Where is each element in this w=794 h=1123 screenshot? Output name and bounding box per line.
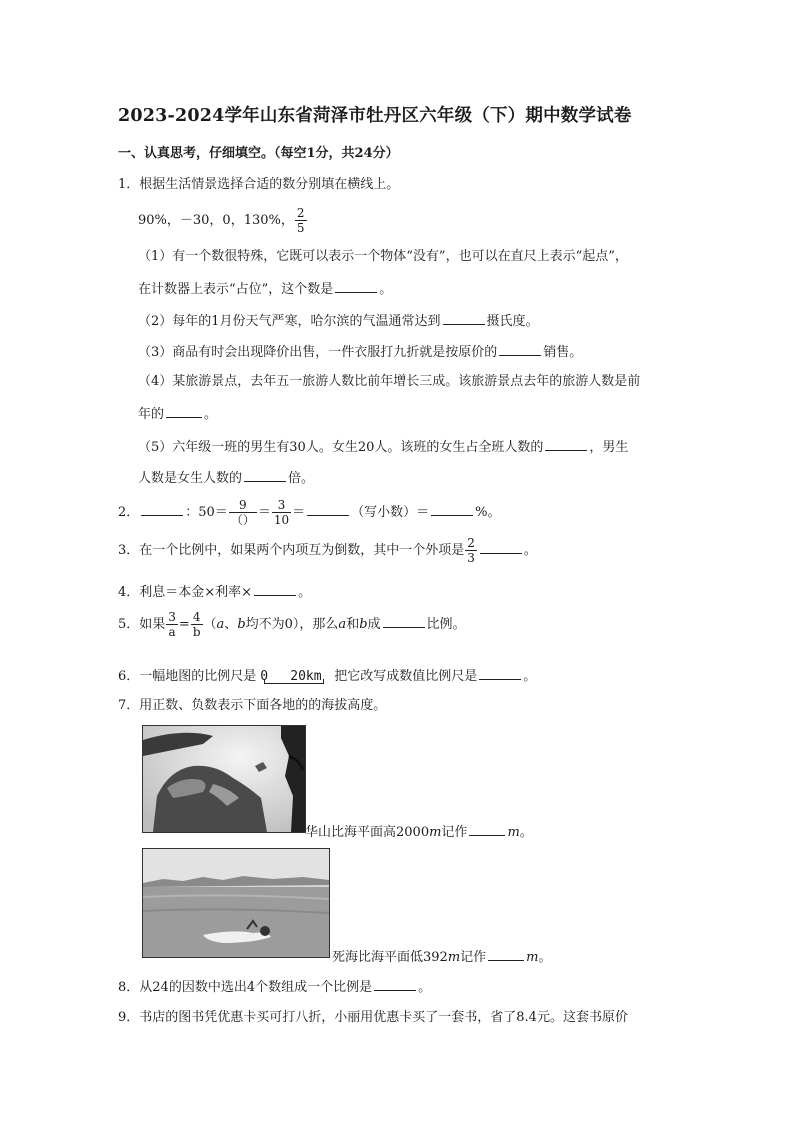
question-6 bbox=[118, 664, 536, 690]
q2-ratio: ：50＝ bbox=[185, 505, 228, 520]
answer-blank[interactable] bbox=[431, 502, 473, 516]
punct: 销售。 bbox=[543, 345, 583, 360]
sep: 、 bbox=[224, 617, 238, 632]
q1-part3 bbox=[138, 342, 582, 362]
q1-part5-text-2: 人数是女生人数的 bbox=[138, 471, 243, 486]
question-1-options bbox=[138, 206, 308, 235]
q1-part2-text: （2）每年的1月份天气严寒，哈尔滨的气温通常达到 bbox=[138, 314, 441, 329]
q1-part5-line2 bbox=[138, 468, 314, 488]
punct: 。 bbox=[379, 282, 393, 297]
fraction: $\frac{2}{5}$ bbox=[296, 206, 305, 235]
scale-20km: 20km bbox=[290, 668, 322, 684]
unit-m: m bbox=[447, 950, 461, 965]
answer-blank[interactable] bbox=[335, 279, 377, 293]
unit-m: m bbox=[526, 950, 539, 965]
punct: 。 bbox=[519, 825, 533, 840]
page-title: 2023-2024学年山东省菏泽市牡丹区六年级（下）期中数学试卷 bbox=[118, 106, 632, 126]
fraction: $\frac{3}{10}$ bbox=[273, 498, 290, 527]
section-heading: 一、认真思考，仔细填空。（每空1分，共24分） bbox=[118, 146, 399, 161]
q2-number: 2． bbox=[118, 505, 140, 520]
variable-a: a bbox=[338, 617, 347, 632]
fraction: $\frac{4}{b}$ bbox=[192, 610, 201, 639]
q1-part5-line1 bbox=[138, 437, 628, 457]
record-as: 记作 bbox=[441, 825, 468, 840]
q2-decimal-note: （写小数）＝ bbox=[351, 505, 430, 520]
question-9: 9．书店的图书凭优惠卡买可打八折，小丽用优惠卡买了一套书，省了8.4元。这套书原价 bbox=[118, 1010, 628, 1025]
q1-part3-text: （3）商品有时会出现降价出售，一件衣服打九折就是按原价的 bbox=[138, 345, 498, 360]
dead-sea-image bbox=[142, 848, 330, 958]
question-3 bbox=[118, 536, 537, 566]
punct: 倍。 bbox=[288, 471, 315, 486]
q3-text: 3．在一个比例中，如果两个内项互为倒数，其中一个外项是 bbox=[118, 543, 465, 558]
q1-part4-line1: （4）某旅游景点，去年五一旅游人数比前年增长三成。该旅游景点去年的旅游人数是前 bbox=[138, 374, 641, 389]
options-text: 90%，－30，0，130%， bbox=[138, 213, 294, 228]
variable-a: a bbox=[216, 617, 225, 632]
q7-deadsea-line bbox=[332, 947, 552, 967]
answer-blank[interactable] bbox=[166, 404, 202, 418]
q1-part1-line1: （1）有一个数很特殊，它既可以表示一个物体“没有”，也可以在直尺上表示“起点”， bbox=[138, 249, 628, 264]
answer-blank[interactable] bbox=[545, 437, 587, 451]
equals: ＝ bbox=[292, 505, 306, 520]
question-5 bbox=[118, 610, 466, 640]
answer-blank[interactable] bbox=[374, 977, 416, 991]
percent: %。 bbox=[475, 505, 501, 520]
unit-m: m bbox=[429, 825, 442, 840]
punct: 。 bbox=[418, 980, 432, 995]
deadsea-text: 死海比海平面低392 bbox=[332, 950, 448, 965]
variable-b: b bbox=[237, 617, 246, 632]
punct: 。 bbox=[523, 543, 537, 558]
answer-blank[interactable] bbox=[383, 614, 425, 628]
q5-text: 5．如果 bbox=[118, 617, 166, 632]
variable-b: b bbox=[359, 617, 368, 632]
fraction: $\frac{2}{3}$ bbox=[467, 536, 475, 565]
q4-text: 4．利息＝本金×利率× bbox=[118, 585, 253, 600]
question-2 bbox=[118, 498, 501, 528]
answer-blank[interactable] bbox=[254, 582, 296, 596]
answer-blank[interactable] bbox=[141, 502, 183, 516]
fraction: $\frac{3}{a}$ bbox=[168, 610, 176, 639]
q5-mid: 成 bbox=[367, 617, 381, 632]
punct: 摄氏度。 bbox=[486, 314, 539, 329]
q6-text: 6．一幅地图的比例尺是 bbox=[118, 669, 257, 684]
q5-end: 比例。 bbox=[426, 617, 466, 632]
punct: 。 bbox=[204, 407, 218, 422]
answer-blank[interactable] bbox=[479, 666, 521, 680]
punct: ，男生 bbox=[589, 440, 629, 455]
q1-part4-line2 bbox=[138, 404, 217, 424]
q6-mid: 把它改写成数值比例尺是 bbox=[334, 669, 478, 684]
and: 和 bbox=[346, 617, 360, 632]
unit-m: m bbox=[507, 825, 520, 840]
answer-blank[interactable] bbox=[499, 342, 541, 356]
q5-condition: 均不为0），那么 bbox=[245, 617, 339, 632]
q7-huashan-line bbox=[305, 822, 533, 842]
scale-zero: 0 bbox=[260, 668, 269, 684]
q1-part1-text: 在计数器上表示“占位”，这个数是 bbox=[138, 282, 334, 297]
answer-blank[interactable] bbox=[469, 822, 505, 836]
q1-part1-line2 bbox=[138, 279, 392, 299]
answer-blank[interactable] bbox=[307, 502, 349, 516]
paren: （ bbox=[203, 617, 217, 632]
q1-part2 bbox=[138, 311, 539, 331]
question-8 bbox=[118, 977, 431, 997]
answer-blank[interactable] bbox=[244, 468, 286, 482]
answer-blank[interactable] bbox=[443, 311, 485, 325]
punct: 。 bbox=[298, 585, 312, 600]
record-as: 记作 bbox=[460, 950, 487, 965]
punct: 。 bbox=[523, 669, 537, 684]
q1-part5-text: （5）六年级一班的男生有30人。女生20人。该班的女生占全班人数的 bbox=[138, 440, 544, 455]
equals: ＝ bbox=[257, 505, 271, 520]
question-4 bbox=[118, 582, 311, 602]
fraction: $\frac{9}{()}$ bbox=[230, 498, 255, 527]
equals: = bbox=[178, 617, 190, 632]
answer-blank[interactable] bbox=[480, 540, 522, 554]
punct: 。 bbox=[538, 950, 552, 965]
huashan-mountain-image bbox=[142, 725, 306, 833]
question-7: 7．用正数、负数表示下面各地的的海拔高度。 bbox=[118, 698, 387, 713]
huashan-text: 华山比海平面高2000 bbox=[305, 825, 430, 840]
question-1-stem: 1．根据生活情景选择合适的数分别填在横线上。 bbox=[118, 177, 400, 192]
q8-text: 8．从24的因数中选出4个数组成一个比例是 bbox=[118, 980, 373, 995]
answer-blank[interactable] bbox=[488, 947, 524, 961]
line-scale-icon bbox=[256, 666, 334, 688]
q1-part4-text: 年的 bbox=[138, 407, 165, 422]
